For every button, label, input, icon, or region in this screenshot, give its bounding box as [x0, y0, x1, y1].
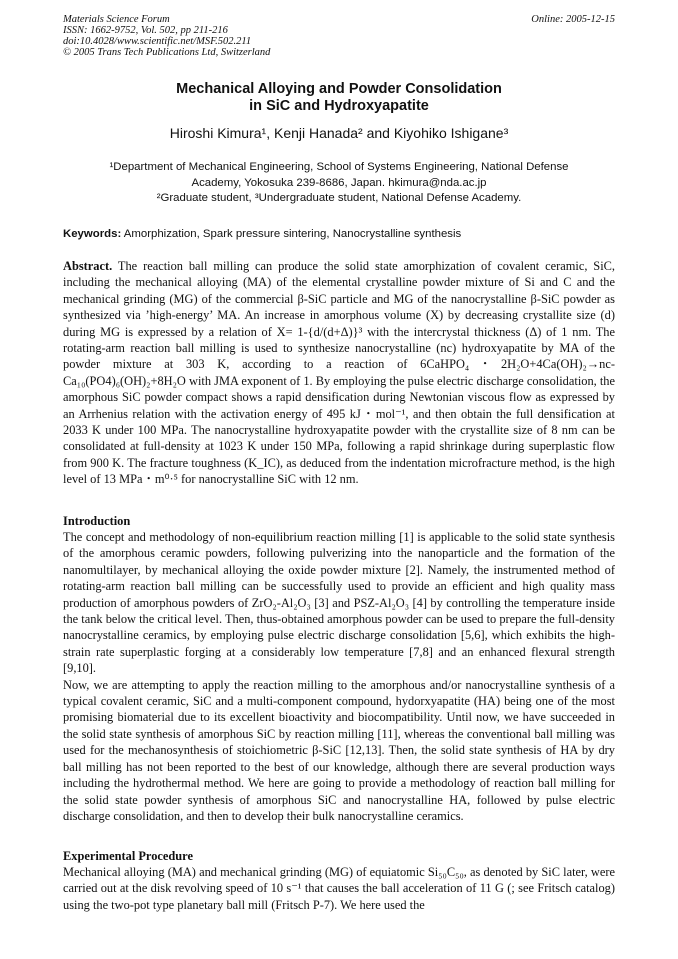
online-date: Online: 2005-12-15 [531, 14, 615, 25]
title-line-2: in SiC and Hydroxyapatite [249, 98, 429, 114]
keywords-label: Keywords: [63, 228, 122, 240]
experimental-heading: Experimental Procedure [63, 849, 193, 863]
affiliation-line-3: ²Graduate student, ³Undergraduate student, National Defense Academy. [156, 192, 522, 204]
introduction-body [63, 529, 615, 824]
experimental-body [63, 864, 615, 913]
issn: ISSN: 1662-9752, Vol. 502, pp 211-216 [63, 25, 228, 36]
affiliation-line-2: Academy, Yokosuka 239-8686, Japan. hkimura@nda.ac.jp [191, 176, 487, 189]
introduction-heading: Introduction [63, 514, 131, 528]
abstract-label: Abstract. [63, 259, 113, 273]
introduction-paragraph-2: Now, we are attempting to apply the reaction milling to the amorphous and/or nanocrystalline synthesis of a typical covalent ceramic, SiC and a multi-component compound, hydorxyapatite (HA) being one of the most promising biomaterial due to its excellent bioactivity and biocompatibility. Until now, we have succeeded in the solid state synthesis of amorphous SiC by reaction milling [11], whereas the conventional ball milling was used for the mechanosynthesis of stoichiometric β-SiC [12,13]. Then, the solid state synthesis of HA by dry ball milling has not been reported to the best of our knowledge, although there are several production ways including the hydrothermal method. We here are going to provide a methodology of reaction ball milling for the solid state powder synthesis of amorphous SiC and nanocrystalline HA, followed by pulse electric discharge consolidation, and then to develop their bulk nanocrystalline ceramics. [63, 677, 615, 823]
doi: doi:10.4028/www.scientific.net/MSF.502.211 [63, 36, 252, 47]
affiliation-line-1: ¹Department of Mechanical Engineering, School of Systems Engineering, National Defense [109, 161, 569, 173]
journal-header [63, 14, 615, 58]
title-line-1: Mechanical Alloying and Powder Consolidation [176, 81, 502, 97]
copyright: © 2005 Trans Tech Publications Ltd, Switzerland [63, 47, 271, 58]
paper-title [63, 81, 615, 115]
experimental-paragraph-1: Mechanical alloying (MA) and mechanical grinding (MG) of equiatomic Si₅₀C₅₀, as denoted by SiC later, were carried out at the disk revolving speed of 10 s⁻¹ that causes the ball acceleration of 11 G (; see Fritsch catalog) using the two-pot type planetary ball mill (Fritsch P-7). We here used the [63, 865, 615, 912]
abstract [63, 258, 615, 488]
authors: Hiroshi Kimura¹, Kenji Hanada² and Kiyohiko Ishigane³ [169, 125, 509, 141]
journal-name: Materials Science Forum [63, 14, 170, 25]
abstract-text: The reaction ball milling can produce the solid state amorphization of covalent ceramic, SiC, including the mechanical alloying (MA) of the elemental crystalline powder mixture of Si and C and the mechanical grinding (MG) of the commercial β-SiC particle and MG of the nanocrystalline β-SiC powder as synthesized via ’high-energy’ MA. An increase in amorphous volume (X) by decreasing crystallite size (d) during MG is expressed by a relation of X= 1-{d/(d+Δ)}³ with the intercrystal thickness (Δ) of 1 nm. The rotating-arm reaction ball milling is used to synthesize nanocrystalline (nc) hydroxyapatite by MA of the powder mixture at 303 K, according to a reaction of 6CaHPO₄・2H₂O+4Ca(OH)₂→nc-Ca₁₀(PO4)₆(OH)₂+8H₂O with JMA exponent of 1. By employing the pulse electric discharge consolidation, the amorphous SiC powder compact shows a rapid densification during Newtonian viscous flow as expressed by an Arrhenius relation with the activation energy of 495 kJ・mol⁻¹, and then obtain the full densification at 2033 K under 100 MPa. The nanocrystalline hydroxyapatite powder with the crystallite size of 8 nm can be consolidated at full-density at 1023 K under 150 MPa, following a rapid shrinkage during superplastic flow from 900 K. The fracture toughness (K_IC), as deduced from the indentation microfracture method, is the high level of 13 MPa・m⁰·⁵ for nanocrystalline SiC with 12 nm. [63, 259, 616, 487]
keywords [63, 227, 615, 241]
introduction-paragraph-1: The concept and methodology of non-equilibrium reaction milling [1] is applicable to the solid state synthesis of the amorphous ceramic powders, following pulverizing into the nanoparticle and the formation of the nanomultilayer, by mechanical alloying the oxide powder mixture [2]. Namely, the instrumented method of rotating-arm reaction ball milling can be successfully used to provide an efficient and high quality mass production of amorphous powders of ZrO₂-Al₂O₃ [3] and PSZ-Al₂O₃ [4] by controlling the temperature inside the tank below the critical level. Then, thus-obtained amorphous powder can be used to prepare the full-density nanocrystalline ceramics, by employing pulse electric discharge consolidation [5,6], which exhibits the high-strain rate superplastic forging at a considerably low temperature [7,8] and an enhanced flexural strength [9,10]. [63, 530, 615, 676]
keywords-text: Amorphization, Spark pressure sintering, Nanocrystalline synthesis [123, 228, 462, 240]
affiliations [63, 160, 615, 207]
